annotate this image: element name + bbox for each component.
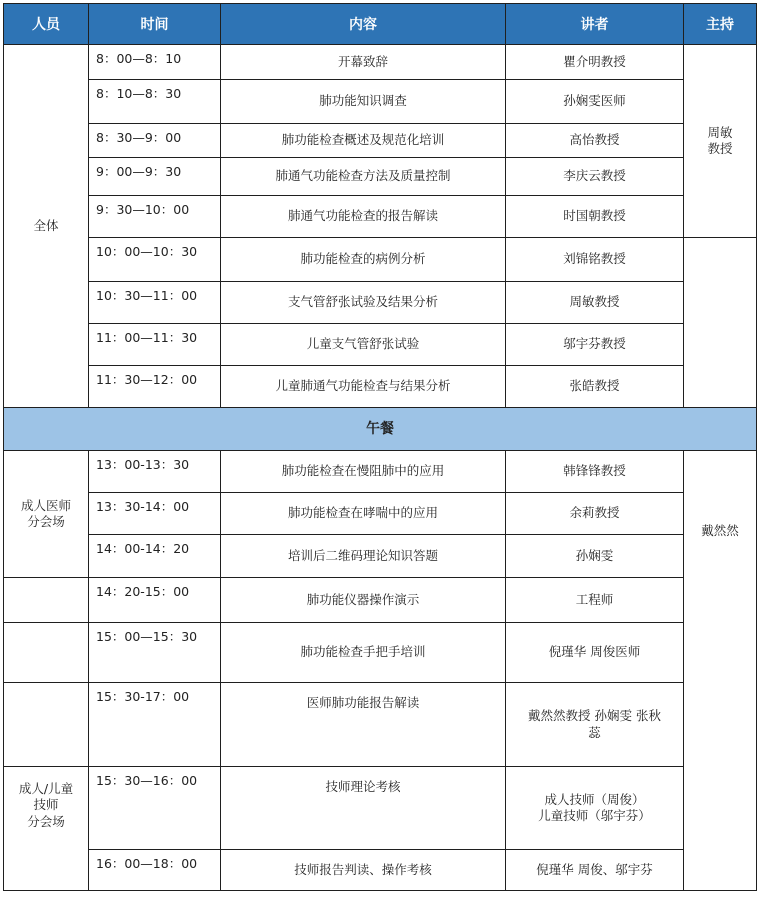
table-row <box>4 366 757 408</box>
content-cell: 肺功能检查在慢阻肺中的应用 <box>221 451 506 493</box>
time-cell: 16：00—18：00 <box>89 850 221 891</box>
group-tech-line2: 技师 <box>33 797 59 813</box>
speaker-cell: 周敏教授 <box>506 282 684 324</box>
speaker-cell: 倪瑾华 周俊、邬宇芬 <box>506 850 684 891</box>
header-speaker: 讲者 <box>506 4 684 45</box>
time-cell: 15：30-17：00 <box>89 683 221 767</box>
group-tech-line3: 分会场 <box>27 813 65 829</box>
table-row <box>4 850 757 891</box>
speaker-cell: 张皓教授 <box>506 366 684 408</box>
speaker-cell: 刘锦铭教授 <box>506 238 684 282</box>
speaker-cell <box>506 767 684 850</box>
time-cell: 10：00—10：30 <box>89 238 221 282</box>
table-row <box>4 578 757 623</box>
table-row <box>4 45 757 80</box>
content-cell: 支气管舒张试验及结果分析 <box>221 282 506 324</box>
header-time: 时间 <box>89 4 221 45</box>
time-cell: 8：00—8：10 <box>89 45 221 80</box>
group-tech-line1: 成人/儿童 <box>18 781 74 796</box>
group-adult-doctor <box>4 451 89 578</box>
group-adult-doctor-line1: 成人医师 <box>20 497 71 513</box>
table-row <box>4 282 757 324</box>
header-row <box>4 4 757 45</box>
speaker-cell: 时国朝教授 <box>506 196 684 238</box>
speaker-cell: 邬宇芬教授 <box>506 324 684 366</box>
content-cell: 技师理论考核 <box>221 767 506 850</box>
time-cell: 9：30—10：00 <box>89 196 221 238</box>
speaker-cell: 李庆云教授 <box>506 158 684 196</box>
table-row <box>4 451 757 493</box>
content-cell: 肺功能检查在哮喘中的应用 <box>221 493 506 535</box>
time-cell: 15：30—16：00 <box>89 767 221 850</box>
time-cell: 11：00—11：30 <box>89 324 221 366</box>
time-cell: 15：00—15：30 <box>89 623 221 683</box>
speaker-cell: 孙娴雯 <box>506 535 684 578</box>
table-row <box>4 124 757 158</box>
time-cell: 8：30—9：00 <box>89 124 221 158</box>
content-cell: 技师报告判读、操作考核 <box>221 850 506 891</box>
content-cell: 肺功能知识调查 <box>221 80 506 124</box>
speaker-line2: 蕊 <box>588 724 601 740</box>
content-cell: 肺功能仪器操作演示 <box>221 578 506 623</box>
time-cell: 14：00-14：20 <box>89 535 221 578</box>
speaker-line1: 成人技师（周俊） <box>544 791 645 807</box>
time-cell: 13：00-13：30 <box>89 451 221 493</box>
speaker-line2: 儿童技师（邬宇芬） <box>538 808 651 823</box>
lunch-label: 午餐 <box>4 408 757 451</box>
content-cell: 培训后二维码理论知识答题 <box>221 535 506 578</box>
host-morning-title: 教授 <box>707 141 733 156</box>
content-cell: 肺功能检查的病例分析 <box>221 238 506 282</box>
time-cell: 14：20-15：00 <box>89 578 221 623</box>
group-all: 全体 <box>4 45 89 408</box>
time-cell: 11：30—12：00 <box>89 366 221 408</box>
header-content: 内容 <box>221 4 506 45</box>
lunch-row <box>4 408 757 451</box>
table-row <box>4 623 757 683</box>
time-cell: 8：10—8：30 <box>89 80 221 124</box>
content-cell: 开幕致辞 <box>221 45 506 80</box>
time-cell: 9：00—9：30 <box>89 158 221 196</box>
speaker-cell: 倪瑾华 周俊医师 <box>506 623 684 683</box>
table-row <box>4 158 757 196</box>
table-row <box>4 767 757 850</box>
speaker-cell: 工程师 <box>506 578 684 623</box>
time-cell: 13：30-14：00 <box>89 493 221 535</box>
host-afternoon: 戴然然 <box>684 451 757 891</box>
speaker-cell <box>506 683 684 767</box>
group-empty <box>4 578 89 623</box>
content-cell: 医师肺功能报告解读 <box>221 683 506 767</box>
table-row <box>4 535 757 578</box>
group-empty <box>4 623 89 683</box>
speaker-cell: 瞿介明教授 <box>506 45 684 80</box>
table-row <box>4 324 757 366</box>
speaker-line1: 戴然然教授 孙娴雯 张秋 <box>528 708 661 724</box>
content-cell: 肺通气功能检查的报告解读 <box>221 196 506 238</box>
table-row <box>4 80 757 124</box>
content-cell: 儿童支气管舒张试验 <box>221 324 506 366</box>
speaker-cell: 高怡教授 <box>506 124 684 158</box>
host-morning-name: 周敏 <box>707 124 733 140</box>
content-cell: 儿童肺通气功能检查与结果分析 <box>221 366 506 408</box>
group-adult-child-tech <box>4 767 89 891</box>
schedule-table <box>3 3 757 891</box>
group-adult-doctor-line2: 分会场 <box>27 514 65 529</box>
speaker-cell: 余莉教授 <box>506 493 684 535</box>
content-cell: 肺功能检查概述及规范化培训 <box>221 124 506 158</box>
header-person: 人员 <box>4 4 89 45</box>
speaker-cell: 孙娴雯医师 <box>506 80 684 124</box>
table-row <box>4 238 757 282</box>
speaker-cell: 韩锋锋教授 <box>506 451 684 493</box>
table-row <box>4 196 757 238</box>
table-row <box>4 683 757 767</box>
table-row <box>4 493 757 535</box>
content-cell: 肺通气功能检查方法及质量控制 <box>221 158 506 196</box>
host-morning <box>684 45 757 238</box>
time-cell: 10：30—11：00 <box>89 282 221 324</box>
content-cell: 肺功能检查手把手培训 <box>221 623 506 683</box>
header-host: 主持 <box>684 4 757 45</box>
host-empty <box>684 238 757 408</box>
group-empty <box>4 683 89 767</box>
